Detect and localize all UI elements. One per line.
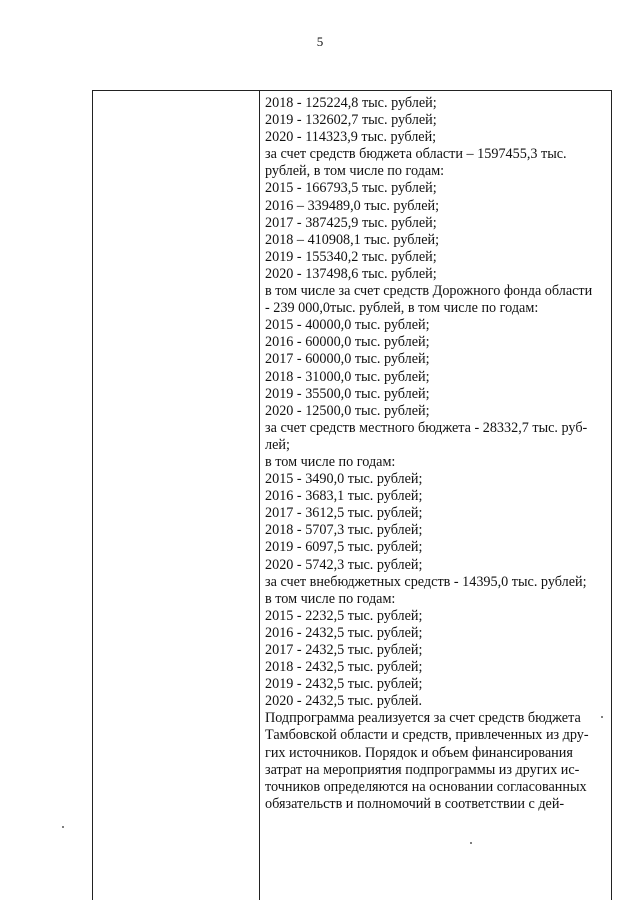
scan-speck: [62, 826, 64, 828]
text-line: 2018 - 125224,8 тыс. рублей;: [265, 95, 437, 111]
text-line: 2017 - 387425,9 тыс. рублей;: [265, 214, 437, 231]
text-line: за счет средств местного бюджета - 28332,7 тыс. руб-: [265, 419, 588, 436]
text-line: - 239 000,0тыс. рублей, в том числе по годам:: [265, 300, 539, 317]
text-line: 2015 - 166793,5 тыс. рублей;: [265, 180, 437, 197]
text-line: гих источников. Порядок и объем финансирования: [265, 744, 573, 761]
text-line: 2018 - 2432,5 тыс. рублей;: [265, 659, 423, 676]
text-line: 2019 - 35500,0 тыс. рублей;: [265, 385, 430, 402]
text-line: 2020 - 5742,3 тыс. рублей;: [265, 556, 423, 573]
text-line: 2015 - 40000,0 тыс. рублей;: [265, 317, 430, 334]
text-line: 2015 - 3490,0 тыс. рублей;: [265, 471, 423, 488]
text-line: в том числе за счет средств Дорожного фонда области: [265, 283, 593, 300]
text-line: за счет внебюджетных средств - 14395,0 тыс. рублей;: [265, 573, 587, 590]
text-line: в том числе по годам:: [265, 590, 396, 607]
text-line: за счет средств бюджета области – 1597455,3 тыс.: [265, 146, 567, 163]
text-line: 2019 - 155340,2 тыс. рублей;: [265, 248, 437, 265]
text-line: 2017 - 2432,5 тыс. рублей;: [265, 642, 423, 658]
text-line: рублей, в том числе по годам:: [265, 163, 445, 180]
text-line: точников определяются на основании согласованных: [265, 778, 587, 795]
scan-speck: [601, 716, 603, 718]
text-line: 2019 - 2432,5 тыс. рублей;: [265, 676, 423, 693]
text-line: 2016 - 60000,0 тыс. рублей;: [265, 334, 430, 351]
text-line: 2017 - 60000,0 тыс. рублей;: [265, 351, 430, 368]
text-line: лей;: [265, 436, 290, 453]
document-table: [92, 90, 612, 900]
funding-text-cell: [265, 95, 609, 813]
page-number: 5: [316, 34, 324, 49]
text-line: 2016 - 2432,5 тыс. рублей;: [265, 624, 423, 641]
text-line: 2016 - 3683,1 тыс. рублей;: [265, 488, 423, 505]
column-divider: [259, 91, 260, 900]
text-line: 2020 - 114323,9 тыс. рублей;: [265, 129, 437, 146]
text-line: 2018 - 31000,0 тыс. рублей;: [265, 368, 430, 385]
text-line: 2020 - 137498,6 тыс. рублей;: [265, 265, 437, 282]
text-line: 2018 – 410908,1 тыс. рублей;: [265, 231, 440, 248]
text-line: затрат на мероприятия подпрограммы из других ис-: [265, 761, 580, 778]
text-line: 2017 - 3612,5 тыс. рублей;: [265, 505, 423, 522]
text-line: 2018 - 5707,3 тыс. рублей;: [265, 522, 423, 539]
scan-speck: [470, 842, 472, 844]
text-line: в том числе по годам:: [265, 453, 396, 470]
text-line: Подпрограмма реализуется за счет средств бюджета: [265, 710, 581, 727]
text-line: 2016 – 339489,0 тыс. рублей;: [265, 197, 440, 214]
text-line: 2019 - 6097,5 тыс. рублей;: [265, 539, 423, 556]
text-line: 2015 - 2232,5 тыс. рублей;: [265, 607, 423, 624]
text-line: 2019 - 132602,7 тыс. рублей;: [265, 112, 437, 129]
text-line: 2020 - 12500,0 тыс. рублей;: [265, 402, 430, 419]
text-line: Тамбовской области и средств, привлеченных из дру-: [265, 727, 589, 744]
text-line: обязательств и полномочий в соответствии с дей-: [265, 795, 565, 812]
text-line: 2020 - 2432,5 тыс. рублей.: [265, 693, 423, 710]
